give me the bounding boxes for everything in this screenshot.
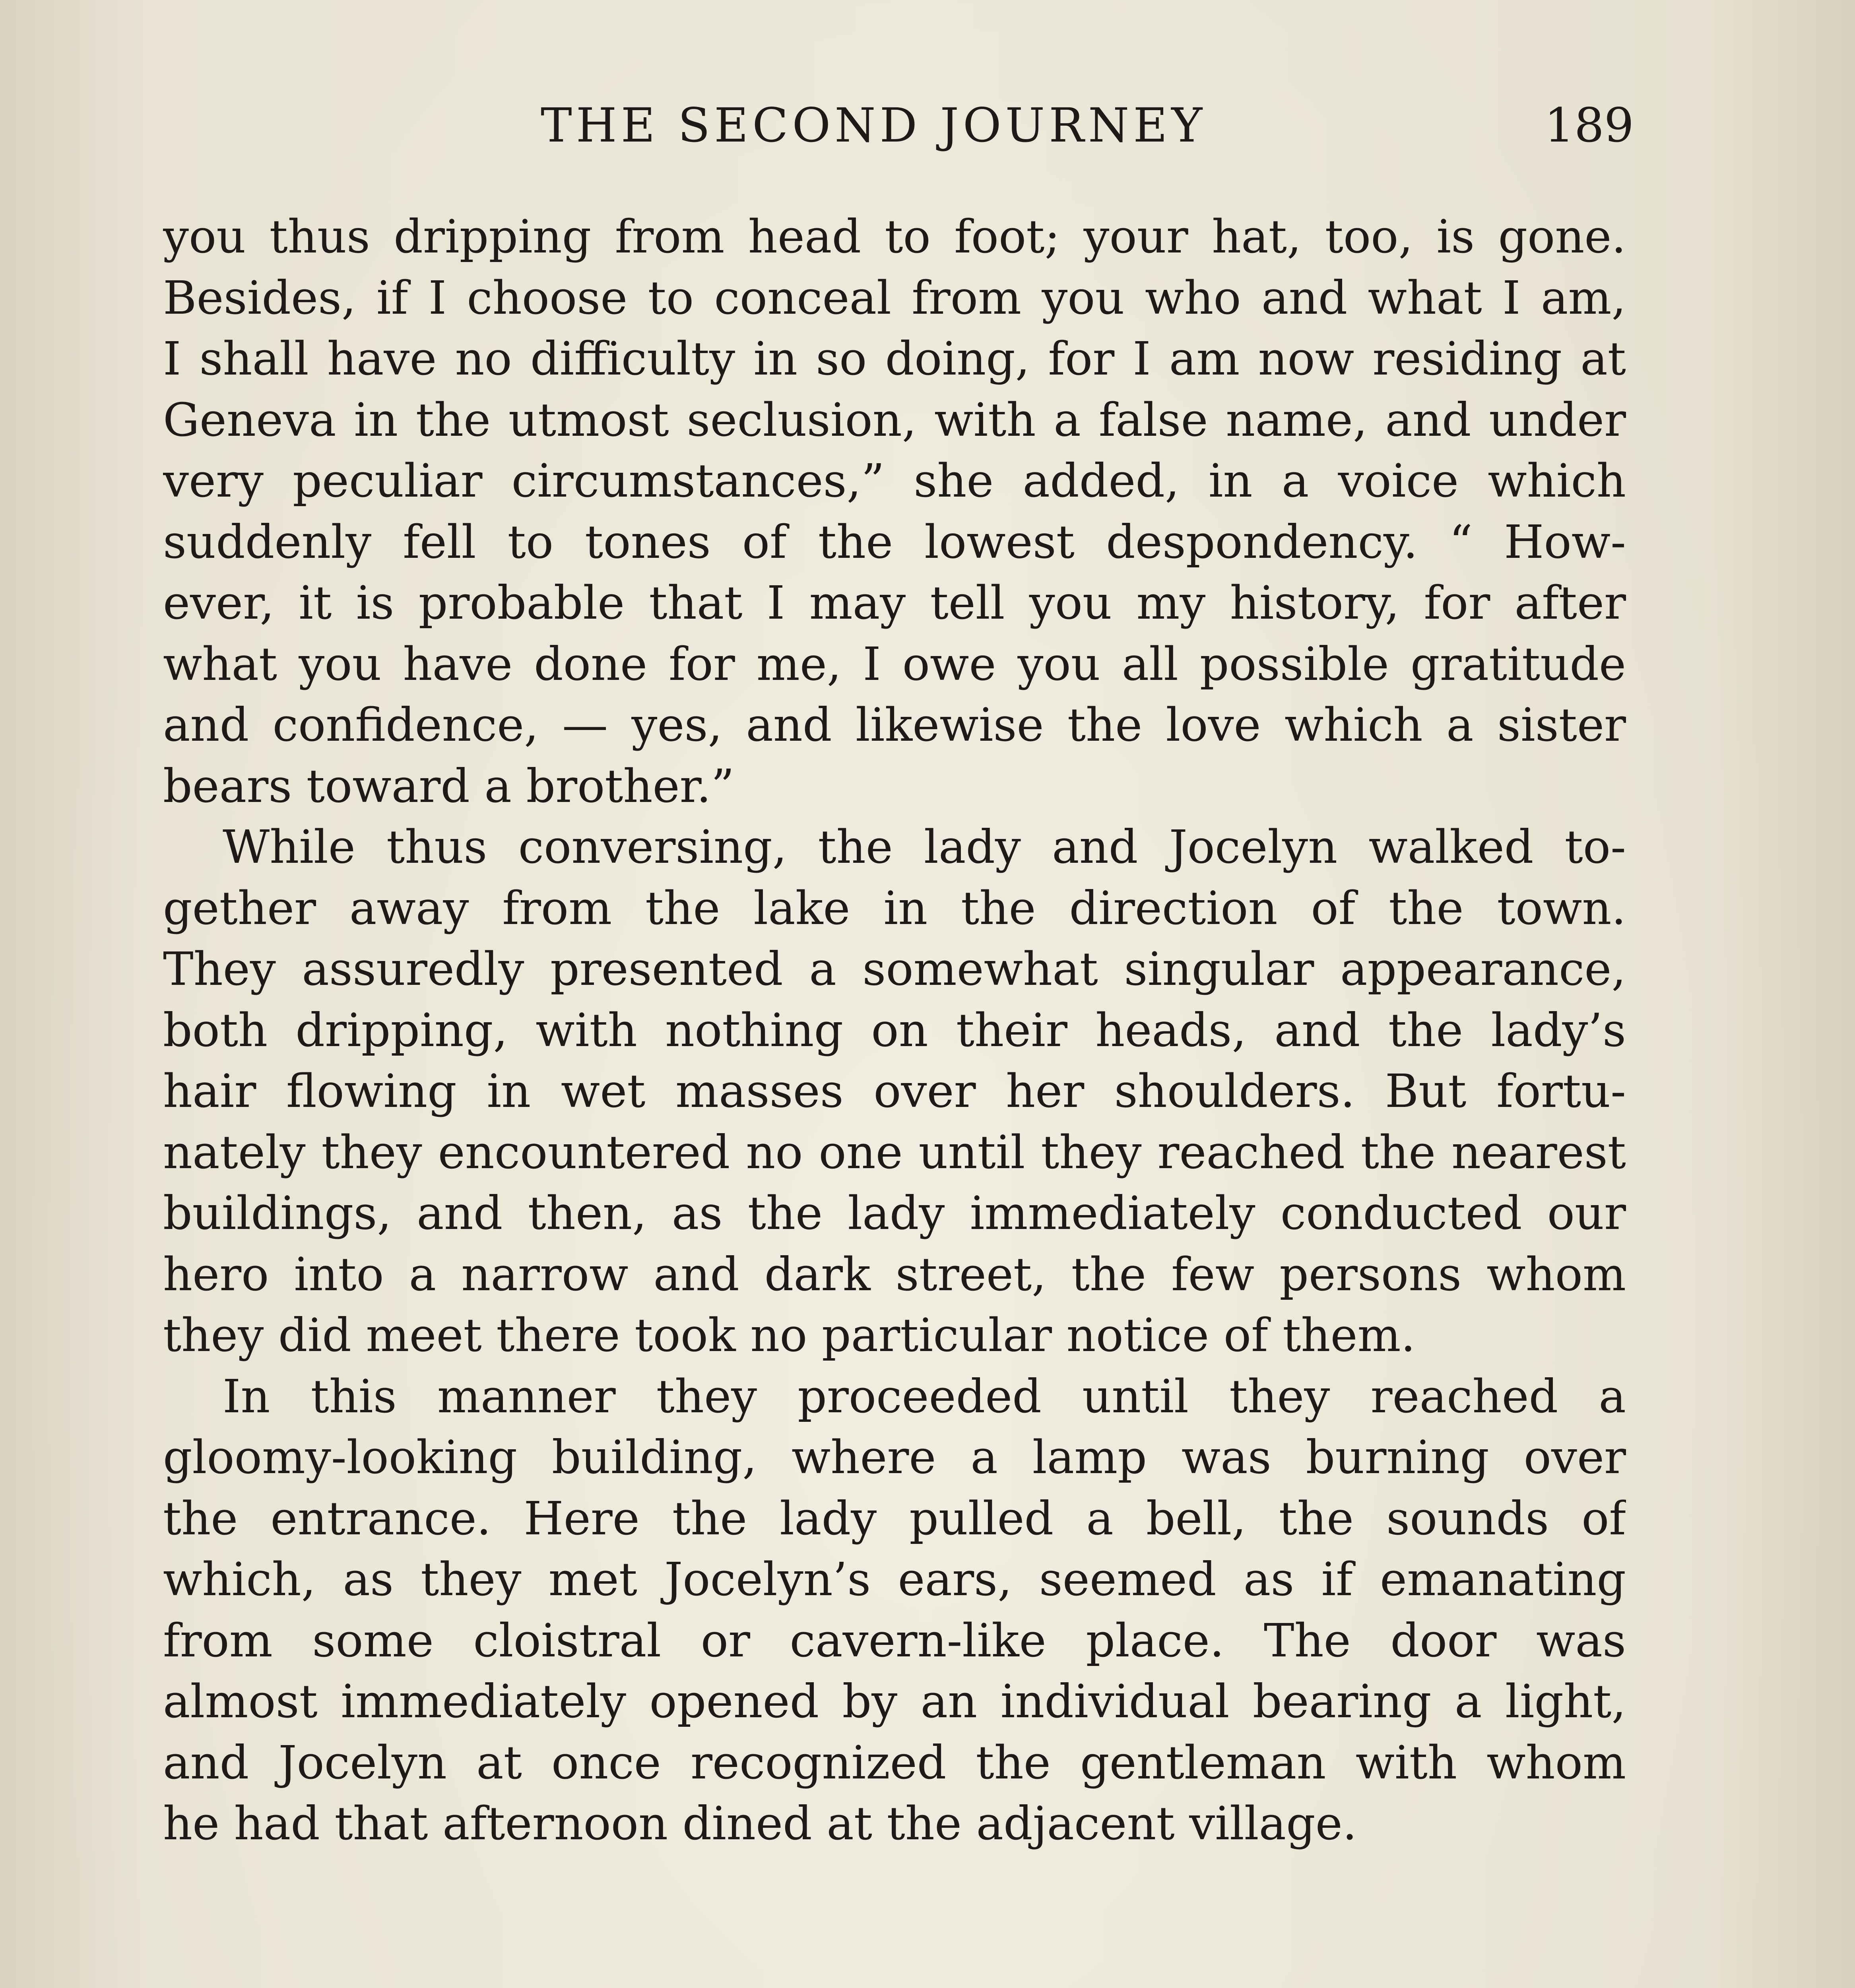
text-line: Besides, if I choose to conceal from you who and what I am,: [163, 271, 1626, 325]
text-line: Geneva in the utmost seclusion, with a false name, and under: [163, 393, 1626, 447]
text-line: buildings, and then, as the lady immediately conducted our: [163, 1187, 1626, 1240]
text-line: suddenly fell to tones of the lowest despondency. “ How-: [163, 515, 1626, 569]
text-line: and confidence, — yes, and likewise the love which a sister: [163, 699, 1626, 752]
page-header: [163, 93, 1634, 157]
text-line: While thus conversing, the lady and Jocelyn walked to-: [223, 821, 1626, 874]
text-line: In this manner they proceeded until they reached a: [223, 1370, 1626, 1423]
text-line: both dripping, with nothing on their heads, and the lady’s: [163, 1004, 1626, 1057]
text-line: which, as they met Jocelyn’s ears, seemed as if emanating: [163, 1553, 1626, 1606]
text-line: hair flowing in wet masses over her shoulders. But fortu-: [163, 1065, 1626, 1118]
paragraph-3: [163, 1367, 1626, 1855]
text-line: They assuredly presented a somewhat singular appearance,: [163, 943, 1626, 996]
text-line: from some cloistral or cavern-like place. The door was: [163, 1614, 1626, 1668]
text-line: you thus dripping from head to foot; your hat, too, is gone.: [163, 210, 1626, 264]
text-line: gether away from the lake in the direction of the town.: [163, 881, 1626, 935]
text-line: almost immediately opened by an individual bearing a light,: [163, 1675, 1626, 1728]
running-head: THE SECOND JOURNEY: [541, 98, 1207, 153]
paragraph-1: [163, 207, 1626, 817]
page-number: 189: [1544, 98, 1634, 153]
text-line: gloomy-looking building, where a lamp was burning over: [163, 1431, 1626, 1484]
text-line: nately they encountered no one until they reached the nearest: [163, 1126, 1626, 1179]
text-line: they did meet there took no particular notice of them.: [163, 1309, 1416, 1362]
text-line: hero into a narrow and dark street, the few persons whom: [163, 1248, 1626, 1301]
text-line: bears toward a brother.”: [163, 759, 735, 813]
paragraph-2: [163, 817, 1626, 1367]
body-text: [163, 207, 1626, 1855]
text-line: and Jocelyn at once recognized the gentleman with whom: [163, 1736, 1626, 1790]
text-line: I shall have no difficulty in so doing, for I am now residing at: [163, 332, 1626, 386]
text-line: the entrance. Here the lady pulled a bell, the sounds of: [163, 1492, 1626, 1545]
text-line: ever, it is probable that I may tell you my history, for after: [163, 577, 1626, 630]
text-line: very peculiar circumstances,” she added, in a voice which: [163, 454, 1626, 508]
text-line: he had that afternoon dined at the adjacent village.: [163, 1797, 1357, 1850]
text-line: what you have done for me, I owe you all possible gratitude: [163, 637, 1626, 691]
